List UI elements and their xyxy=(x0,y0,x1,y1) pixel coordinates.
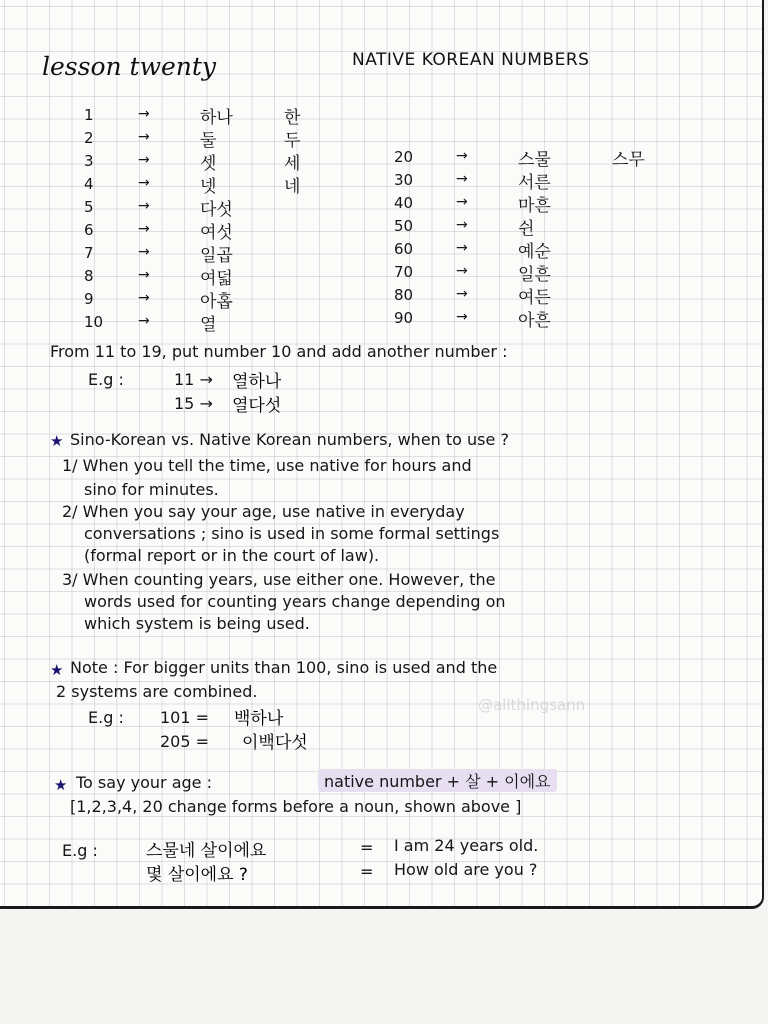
left-row-native-word: 열 xyxy=(200,315,217,335)
usage-star-icon: ★ xyxy=(50,432,64,450)
right-row-number: 60 xyxy=(394,240,414,258)
left-row-number: 7 xyxy=(84,244,94,262)
right-row-native-word: 스물 xyxy=(518,150,551,170)
right-row-arrow: → xyxy=(456,263,468,279)
left-row-arrow: → xyxy=(138,175,150,191)
usage-point-3-line-3: which system is being used. xyxy=(84,614,310,633)
left-row-native-word: 하나 xyxy=(200,108,233,128)
usage-point-1-line-2: sino for minutes. xyxy=(84,480,219,499)
right-row-number: 40 xyxy=(394,194,414,212)
usage-title: Sino-Korean vs. Native Korean numbers, when to use ? xyxy=(70,430,509,449)
left-row-short-form: 한 xyxy=(284,108,301,128)
right-row-number: 50 xyxy=(394,217,414,235)
right-row-native-word: 여든 xyxy=(518,288,551,308)
teens-example-1-korean: 열하나 xyxy=(232,372,282,392)
right-row-native-word: 쉰 xyxy=(518,219,535,239)
left-row-native-word: 여덟 xyxy=(200,269,233,289)
right-row-number: 30 xyxy=(394,171,414,189)
usage-point-1-line-1: 1/ When you tell the time, use native for hours and xyxy=(62,456,472,475)
note-example-1-korean: 백하나 xyxy=(234,709,284,729)
left-row-arrow: → xyxy=(138,106,150,122)
right-row-arrow: → xyxy=(456,171,468,187)
left-row-native-word: 둘 xyxy=(200,131,217,151)
age-star-icon: ★ xyxy=(54,776,68,794)
teens-example-1-number: 11 → xyxy=(174,370,213,389)
age-label: To say your age : xyxy=(76,773,212,792)
left-row-native-word: 넷 xyxy=(200,177,217,197)
right-row-native-word: 아흔 xyxy=(518,311,551,331)
left-row-arrow: → xyxy=(138,221,150,237)
watermark: @allthingsann xyxy=(478,696,586,714)
left-row-number: 10 xyxy=(84,313,104,331)
age-note: [1,2,3,4, 20 change forms before a noun, shown above ] xyxy=(70,797,522,816)
right-row-short-form: 스무 xyxy=(612,150,645,170)
age-formula: native number + 살 + 이에요 xyxy=(318,769,557,792)
left-row-short-form: 세 xyxy=(284,154,301,174)
teens-example-2-number: 15 → xyxy=(174,394,213,413)
left-row-number: 6 xyxy=(84,221,94,239)
right-row-arrow: → xyxy=(456,217,468,233)
usage-point-2-line-3: (formal report or in the court of law). xyxy=(84,546,380,565)
note-example-2-korean: 이백다섯 xyxy=(242,733,308,753)
right-row-number: 80 xyxy=(394,286,414,304)
page-heading: NATIVE KOREAN NUMBERS xyxy=(352,50,590,70)
right-row-native-word: 예순 xyxy=(518,242,551,262)
left-row-number: 2 xyxy=(84,129,94,147)
right-row-arrow: → xyxy=(456,309,468,325)
left-row-native-word: 셋 xyxy=(200,154,217,174)
left-row-arrow: → xyxy=(138,290,150,306)
teens-example-2-korean: 열다섯 xyxy=(232,396,282,416)
teens-eg-label: E.g : xyxy=(88,370,124,389)
age-example-1-equals: = xyxy=(360,838,374,857)
right-row-number: 70 xyxy=(394,263,414,281)
age-example-1-english: I am 24 years old. xyxy=(394,836,539,855)
left-row-arrow: → xyxy=(138,198,150,214)
right-row-native-word: 일흔 xyxy=(518,265,551,285)
lesson-title: lesson twenty xyxy=(42,52,217,81)
right-row-arrow: → xyxy=(456,240,468,256)
left-row-short-form: 두 xyxy=(284,131,301,151)
right-row-arrow: → xyxy=(456,194,468,210)
left-row-number: 1 xyxy=(84,106,94,124)
age-example-1-korean: 스물네 살이에요 xyxy=(146,841,267,861)
right-row-number: 20 xyxy=(394,148,414,166)
usage-point-2-line-1: 2/ When you say your age, use native in everyday xyxy=(62,502,465,521)
note-eg-label: E.g : xyxy=(88,708,124,727)
note-example-1-number: 101 = xyxy=(160,708,210,727)
left-row-native-word: 아홉 xyxy=(200,292,233,312)
left-row-native-word: 일곱 xyxy=(200,246,233,266)
left-row-arrow: → xyxy=(138,129,150,145)
note-line-2: 2 systems are combined. xyxy=(56,682,258,701)
right-row-number: 90 xyxy=(394,309,414,327)
left-row-number: 4 xyxy=(84,175,94,193)
note-line-1: Note : For bigger units than 100, sino is used and the xyxy=(70,658,498,677)
right-row-arrow: → xyxy=(456,148,468,164)
age-eg-label: E.g : xyxy=(62,841,98,860)
usage-point-2-line-2: conversations ; sino is used in some formal settings xyxy=(84,524,500,543)
left-row-number: 8 xyxy=(84,267,94,285)
left-row-number: 3 xyxy=(84,152,94,170)
right-row-native-word: 서른 xyxy=(518,173,551,193)
teens-rule: From 11 to 19, put number 10 and add another number : xyxy=(50,342,508,361)
note-star-icon: ★ xyxy=(50,661,64,679)
left-row-arrow: → xyxy=(138,267,150,283)
left-row-arrow: → xyxy=(138,313,150,329)
right-row-arrow: → xyxy=(456,286,468,302)
usage-point-3-line-2: words used for counting years change depending on xyxy=(84,592,506,611)
left-row-short-form: 네 xyxy=(284,177,301,197)
note-example-2-number: 205 = xyxy=(160,732,210,751)
left-row-number: 5 xyxy=(84,198,94,216)
left-row-arrow: → xyxy=(138,244,150,260)
left-row-number: 9 xyxy=(84,290,94,308)
age-example-2-equals: = xyxy=(360,862,374,881)
left-row-native-word: 여섯 xyxy=(200,223,233,243)
right-row-native-word: 마흔 xyxy=(518,196,551,216)
age-example-2-korean: 몇 살이에요 ? xyxy=(146,865,248,885)
age-example-2-english: How old are you ? xyxy=(394,860,538,879)
left-row-native-word: 다섯 xyxy=(200,200,233,220)
usage-point-3-line-1: 3/ When counting years, use either one. However, the xyxy=(62,570,496,589)
left-row-arrow: → xyxy=(138,152,150,168)
